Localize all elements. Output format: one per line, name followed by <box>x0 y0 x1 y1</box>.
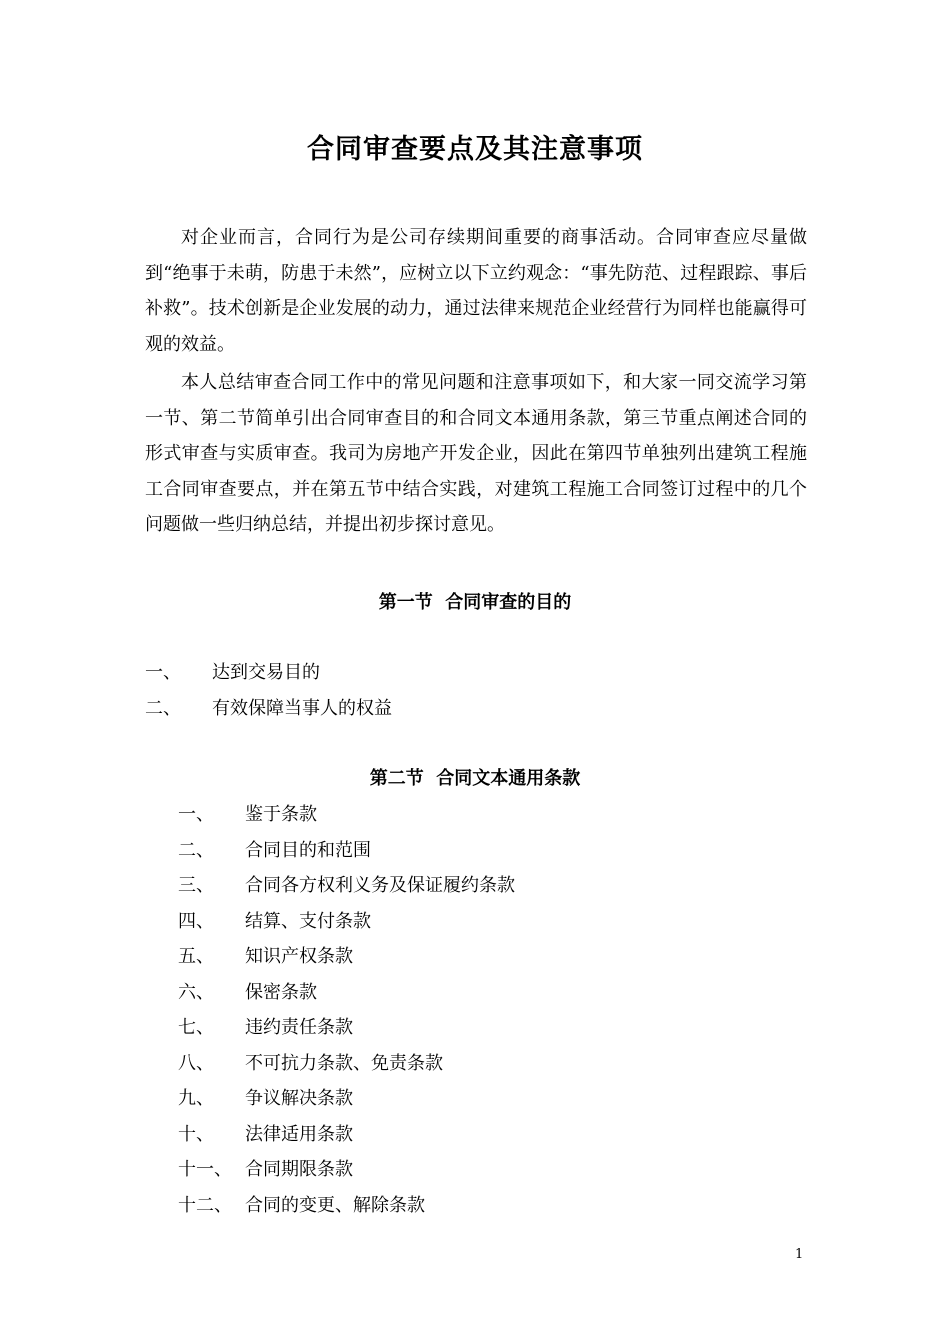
list-item-marker: 八、 <box>178 1052 214 1074</box>
list-item-marker: 一、 <box>145 662 181 683</box>
section-2-heading: 第二节 合同文本通用条款 <box>369 768 581 789</box>
intro-paragraph: 对企业而言，合同行为是公司存续期间重要的商事活动。合同审查应尽量做到“绝事于未萌，防患于未然”，应树立以下立约观念：“事先防范、过程跟踪、事后补救”。技术创新是企业发展的动力，通过法律来规范企业经营行为同样也能赢得可观的效益。 <box>145 227 807 355</box>
list-item-marker: 三、 <box>178 875 214 896</box>
section-1-heading: 第一节 合同审查的目的 <box>378 592 572 613</box>
list-item <box>178 1117 353 1153</box>
summary-paragraph: 本人总结审查合同工作中的常见问题和注意事项如下，和大家一同交流学习第一节、第二节简单引出合同审查目的和合同文本通用条款，第三节重点阐述合同的形式审查与实质审查。我司为房地产开发企业，因此在第四节单独列出建筑工程施工合同审查要点，并在第五节中结合实践，对建筑工程施工合同签订过程中的几个问题做一些归纳总结，并提出初步探讨意见。 <box>145 372 807 535</box>
list-item <box>145 691 392 727</box>
list-item <box>178 1046 443 1082</box>
list-item-text: 违约责任条款 <box>245 1017 353 1038</box>
list-item <box>145 655 320 691</box>
list-item <box>178 1010 353 1046</box>
list-item <box>178 904 371 940</box>
list-item <box>178 1152 353 1188</box>
list-item-marker: 二、 <box>145 697 181 719</box>
list-item-marker: 五、 <box>178 946 214 967</box>
section-2-list <box>178 797 515 1223</box>
list-item-marker: 一、 <box>178 804 214 825</box>
list-item-marker: 十二、 <box>178 1194 232 1216</box>
list-item-text: 合同期限条款 <box>245 1159 353 1180</box>
list-item-marker: 二、 <box>178 839 214 861</box>
list-item-marker: 九、 <box>178 1088 214 1109</box>
list-item <box>178 975 317 1011</box>
list-item-text: 有效保障当事人的权益 <box>212 697 392 719</box>
list-item <box>178 797 317 833</box>
page-number: 1 <box>795 1247 804 1262</box>
list-item-text: 达到交易目的 <box>212 662 320 683</box>
section-1-list <box>145 655 392 726</box>
list-item-text: 法律适用条款 <box>245 1123 353 1145</box>
list-item <box>178 939 353 975</box>
list-item-marker: 四、 <box>178 910 214 932</box>
list-item-marker: 七、 <box>178 1017 214 1038</box>
list-item-text: 知识产权条款 <box>245 946 353 967</box>
list-item <box>178 1081 353 1117</box>
list-item-text: 争议解决条款 <box>245 1088 353 1109</box>
list-item-marker: 十、 <box>178 1123 214 1145</box>
list-item-text: 合同的变更、解除条款 <box>245 1194 425 1216</box>
list-item-text: 合同目的和范围 <box>245 839 371 861</box>
list-item <box>178 1188 425 1224</box>
list-item-text: 合同各方权利义务及保证履约条款 <box>245 875 515 896</box>
list-item-marker: 六、 <box>178 981 214 1003</box>
list-item-text: 结算、支付条款 <box>245 910 371 932</box>
document-title: 合同审查要点及其注意事项 <box>307 134 643 165</box>
list-item <box>178 833 371 869</box>
list-item <box>178 868 515 904</box>
list-item-text: 保密条款 <box>245 981 317 1003</box>
list-item-text: 不可抗力条款、免责条款 <box>245 1052 443 1074</box>
list-item-text: 鉴于条款 <box>245 804 317 825</box>
list-item-marker: 十一、 <box>178 1159 232 1180</box>
